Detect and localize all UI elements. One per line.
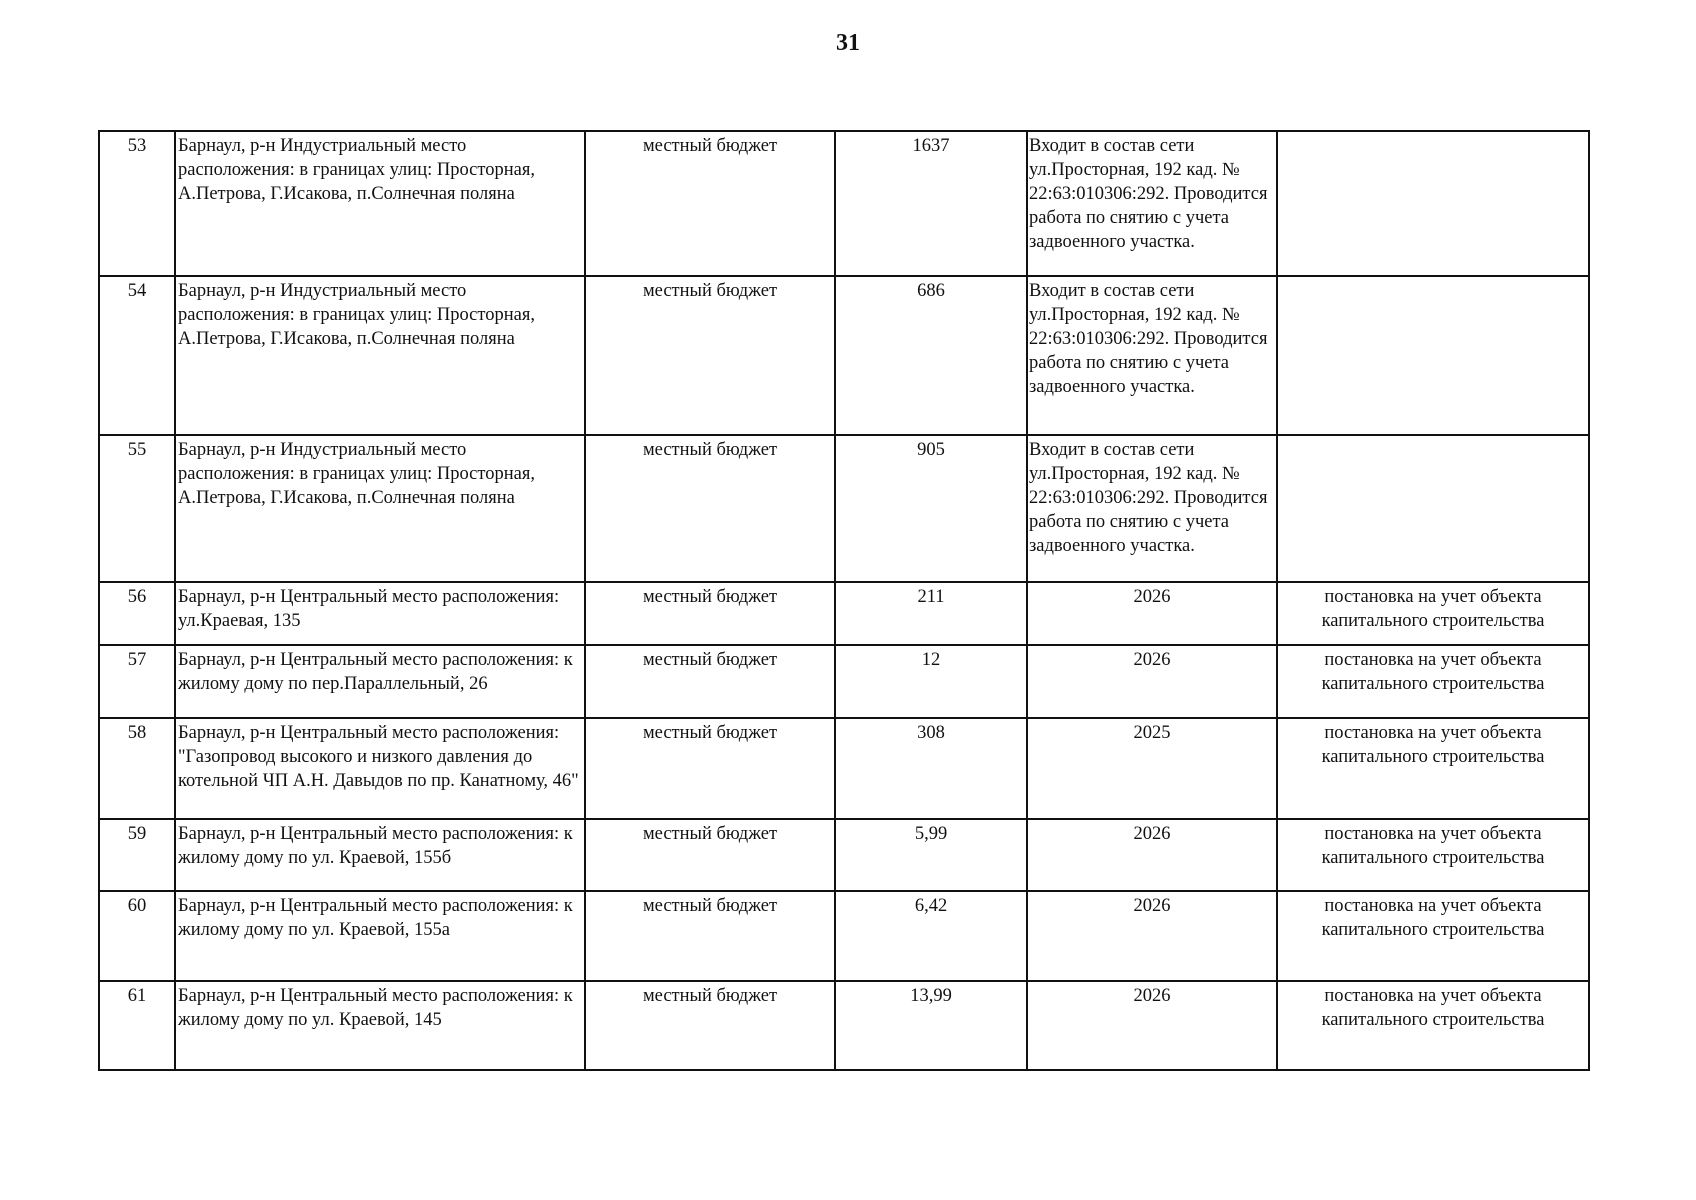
row-number: 58 [99,718,175,819]
funding-source-cell: местный бюджет [585,582,835,645]
event-cell: постановка на учет объекта капитального строительства [1277,891,1589,981]
table-row [99,645,1589,718]
length-cell: 6,42 [835,891,1027,981]
location-cell: Барнаул, р-н Индустриальный место расположения: в границах улиц: Просторная, А.Петрова, Г.Исакова, п.Солнечная поляна [175,435,585,582]
length-cell: 211 [835,582,1027,645]
row-number: 54 [99,276,175,435]
location-cell: Барнаул, р-н Центральный место расположения: к жилому дому по ул. Краевой, 155а [175,891,585,981]
gas-network-table [98,130,1590,1071]
length-cell: 12 [835,645,1027,718]
funding-source-cell: местный бюджет [585,276,835,435]
location-cell: Барнаул, р-н Центральный место расположения: к жилому дому по ул. Краевой, 145 [175,981,585,1070]
length-cell: 686 [835,276,1027,435]
length-cell: 308 [835,718,1027,819]
year-or-note-cell: Входит в состав сети ул.Просторная, 192 кад. № 22:63:010306:292. Проводится работа по снятию с учета задвоенного участка. [1027,131,1277,276]
year-or-note-cell: 2025 [1027,718,1277,819]
table-row [99,131,1589,276]
location-cell: Барнаул, р-н Центральный место расположения: к жилому дому по пер.Параллельный, 26 [175,645,585,718]
year-or-note-cell: 2026 [1027,981,1277,1070]
funding-source-cell: местный бюджет [585,891,835,981]
table-row [99,718,1589,819]
row-number: 55 [99,435,175,582]
year-or-note-cell: 2026 [1027,891,1277,981]
year-or-note-cell: 2026 [1027,645,1277,718]
table-row [99,981,1589,1070]
year-or-note-cell: Входит в состав сети ул.Просторная, 192 кад. № 22:63:010306:292. Проводится работа по снятию с учета задвоенного участка. [1027,435,1277,582]
location-cell: Барнаул, р-н Центральный место расположения: "Газопровод высокого и низкого давления до котельной ЧП А.Н. Давыдов по пр. Канатному, 46" [175,718,585,819]
event-cell [1277,276,1589,435]
funding-source-cell: местный бюджет [585,981,835,1070]
funding-source-cell: местный бюджет [585,435,835,582]
length-cell: 1637 [835,131,1027,276]
table-row [99,582,1589,645]
funding-source-cell: местный бюджет [585,718,835,819]
location-cell: Барнаул, р-н Индустриальный место расположения: в границах улиц: Просторная, А.Петрова, Г.Исакова, п.Солнечная поляна [175,276,585,435]
event-cell: постановка на учет объекта капитального строительства [1277,819,1589,891]
row-number: 53 [99,131,175,276]
event-cell: постановка на учет объекта капитального строительства [1277,718,1589,819]
location-cell: Барнаул, р-н Центральный место расположения: ул.Краевая, 135 [175,582,585,645]
year-or-note-cell: 2026 [1027,582,1277,645]
location-cell: Барнаул, р-н Центральный место расположения: к жилому дому по ул. Краевой, 155б [175,819,585,891]
event-cell: постановка на учет объекта капитального строительства [1277,981,1589,1070]
funding-source-cell: местный бюджет [585,645,835,718]
year-or-note-cell: 2026 [1027,819,1277,891]
table-row [99,891,1589,981]
table-row [99,435,1589,582]
page-number: 31 [836,30,860,56]
table-row [99,819,1589,891]
funding-source-cell: местный бюджет [585,131,835,276]
length-cell: 905 [835,435,1027,582]
year-or-note-cell: Входит в состав сети ул.Просторная, 192 кад. № 22:63:010306:292. Проводится работа по снятию с учета задвоенного участка. [1027,276,1277,435]
event-cell: постановка на учет объекта капитального строительства [1277,582,1589,645]
row-number: 56 [99,582,175,645]
location-cell: Барнаул, р-н Индустриальный место расположения: в границах улиц: Просторная, А.Петрова, Г.Исакова, п.Солнечная поляна [175,131,585,276]
row-number: 61 [99,981,175,1070]
event-cell [1277,435,1589,582]
row-number: 60 [99,891,175,981]
row-number: 57 [99,645,175,718]
event-cell: постановка на учет объекта капитального строительства [1277,645,1589,718]
length-cell: 13,99 [835,981,1027,1070]
event-cell [1277,131,1589,276]
row-number: 59 [99,819,175,891]
funding-source-cell: местный бюджет [585,819,835,891]
table-row [99,276,1589,435]
length-cell: 5,99 [835,819,1027,891]
